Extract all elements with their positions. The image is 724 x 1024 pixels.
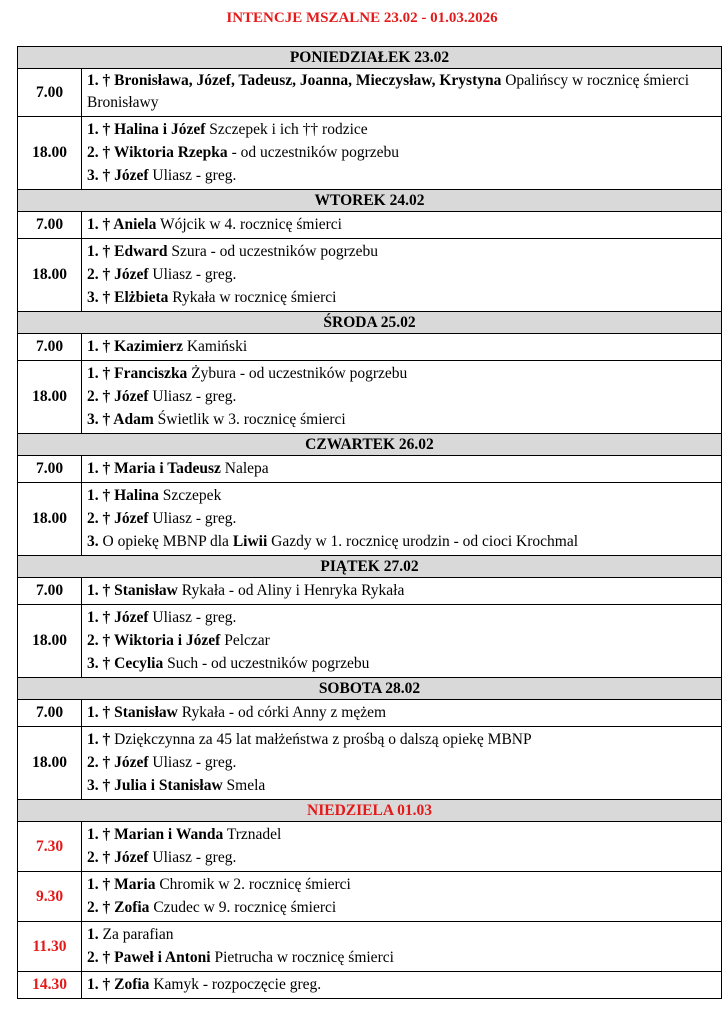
day-label: SOBOTA 28.02 bbox=[18, 678, 722, 700]
intention-name: Józef bbox=[114, 609, 149, 626]
intention-item bbox=[87, 507, 721, 530]
day-label: ŚRODA 25.02 bbox=[18, 312, 722, 334]
intention-name: Kazimierz bbox=[114, 338, 183, 355]
intention-text: Świetlik w 3. rocznicę śmierci bbox=[153, 411, 346, 428]
mass-row bbox=[18, 605, 722, 678]
mass-schedule-table bbox=[17, 46, 722, 999]
intention-text: Wójcik w 4. rocznicę śmierci bbox=[156, 216, 342, 233]
intention-name: Zofia bbox=[114, 976, 150, 993]
intention-item bbox=[87, 141, 721, 164]
intention-text: Uliasz - greg. bbox=[148, 849, 237, 866]
intention-item bbox=[87, 629, 721, 652]
intention-item bbox=[87, 973, 721, 996]
intention-text: Dziękczynna za 45 lat małżeństwa z prośbą o dalszą opiekę MBNP bbox=[114, 731, 532, 748]
day-label: PONIEDZIAŁEK 23.02 bbox=[18, 47, 722, 69]
intention-number: 2. † bbox=[87, 754, 115, 771]
intention-name: Zofia bbox=[114, 899, 150, 916]
intention-text: Nalepa bbox=[220, 460, 269, 477]
intention-name: Marian i Wanda bbox=[114, 826, 224, 843]
mass-time: 18.00 bbox=[18, 483, 82, 556]
intention-name: Franciszka bbox=[114, 365, 188, 382]
mass-row bbox=[18, 69, 722, 117]
mass-intentions bbox=[82, 700, 722, 727]
mass-intentions bbox=[82, 456, 722, 483]
mass-intentions bbox=[82, 69, 722, 117]
intention-text: Gazdy w 1. rocznicę urodzin - od cioci Krochmal bbox=[267, 533, 579, 550]
mass-time: 18.00 bbox=[18, 605, 82, 678]
intention-text: Trznadel bbox=[223, 826, 282, 843]
intention-item bbox=[87, 335, 721, 358]
intention-name: Maria bbox=[114, 876, 156, 893]
intention-item bbox=[87, 896, 721, 919]
intention-name: Józef bbox=[114, 167, 149, 184]
page-title: INTENCJE MSZALNE 23.02 - 01.03.2026 bbox=[226, 10, 498, 26]
intention-name: Liwii bbox=[232, 533, 268, 550]
intention-number: 3. † bbox=[87, 777, 115, 794]
intention-item bbox=[87, 923, 721, 946]
intention-text: Pelczar bbox=[220, 632, 270, 649]
intention-item bbox=[87, 164, 721, 187]
intention-text: Pietrucha w rocznicę śmierci bbox=[210, 949, 394, 966]
intention-name: Józef bbox=[114, 849, 149, 866]
intention-prefix: O opiekę MBNP dla bbox=[98, 533, 233, 550]
day-header-row bbox=[18, 556, 722, 578]
intention-text: Szczepek bbox=[158, 487, 222, 504]
intention-number: 1. † bbox=[87, 731, 115, 748]
mass-row bbox=[18, 239, 722, 312]
intention-text: Smela bbox=[222, 777, 266, 794]
intention-number: 1. † bbox=[87, 338, 115, 355]
intention-text: Uliasz - greg. bbox=[148, 609, 237, 626]
intention-name: Józef bbox=[114, 266, 149, 283]
intention-text: Uliasz - greg. bbox=[148, 167, 237, 184]
mass-time: 7.30 bbox=[18, 822, 82, 872]
intention-item bbox=[87, 362, 721, 385]
mass-row bbox=[18, 212, 722, 239]
intention-name: Józef bbox=[114, 388, 149, 405]
intention-text: Rykała - od Aliny i Henryka Rykała bbox=[177, 582, 405, 599]
intention-item bbox=[87, 728, 721, 751]
mass-row bbox=[18, 727, 722, 800]
mass-time: 14.30 bbox=[18, 972, 82, 999]
intention-number: 1. bbox=[87, 926, 99, 943]
mass-row bbox=[18, 872, 722, 922]
mass-intentions bbox=[82, 117, 722, 190]
mass-time: 18.00 bbox=[18, 117, 82, 190]
intention-number: 1. † bbox=[87, 216, 114, 233]
intention-name: Halina bbox=[114, 487, 159, 504]
day-header-row bbox=[18, 312, 722, 334]
intention-name: Stanisław bbox=[114, 704, 178, 721]
mass-row bbox=[18, 578, 722, 605]
day-header-row bbox=[18, 800, 722, 822]
intention-number: 1. † bbox=[87, 121, 115, 138]
day-header-row bbox=[18, 434, 722, 456]
mass-row bbox=[18, 972, 722, 999]
intention-name: Wiktoria i Józef bbox=[113, 632, 221, 649]
intention-item bbox=[87, 946, 721, 969]
intention-text: Kamiński bbox=[182, 338, 248, 355]
intention-name: Halina i Józef bbox=[114, 121, 206, 138]
mass-intentions bbox=[82, 578, 722, 605]
intention-number: 2. † bbox=[87, 632, 114, 649]
intention-number: 2. † bbox=[87, 144, 114, 161]
mass-row bbox=[18, 700, 722, 727]
mass-row bbox=[18, 361, 722, 434]
intention-name: Stanisław bbox=[114, 582, 178, 599]
intention-name: Bronisława, Józef, Tadeusz, Joanna, Mieczysław, Krystyna bbox=[114, 72, 502, 89]
mass-row bbox=[18, 822, 722, 872]
intention-number: 2. † bbox=[87, 510, 115, 527]
mass-intentions bbox=[82, 872, 722, 922]
mass-intentions bbox=[82, 922, 722, 972]
intention-text: Chromik w 2. rocznicę śmierci bbox=[155, 876, 351, 893]
intention-text: Kamyk - rozpoczęcie greg. bbox=[149, 976, 322, 993]
mass-row bbox=[18, 117, 722, 190]
mass-time: 18.00 bbox=[18, 239, 82, 312]
mass-intentions bbox=[82, 822, 722, 872]
intention-number: 2. † bbox=[87, 899, 115, 916]
mass-time: 7.00 bbox=[18, 334, 82, 361]
mass-row bbox=[18, 334, 722, 361]
intention-text: Uliasz - greg. bbox=[148, 754, 237, 771]
intention-text: Szura - od uczestników pogrzebu bbox=[167, 243, 379, 260]
intention-number: 1. † bbox=[87, 487, 115, 504]
intention-number: 2. † bbox=[87, 266, 115, 283]
mass-time: 9.30 bbox=[18, 872, 82, 922]
mass-time: 7.00 bbox=[18, 578, 82, 605]
mass-intentions bbox=[82, 605, 722, 678]
mass-time: 7.00 bbox=[18, 456, 82, 483]
intention-name: Edward bbox=[114, 243, 168, 260]
intention-item bbox=[87, 240, 721, 263]
intention-text: Rykała - od córki Anny z mężem bbox=[177, 704, 387, 721]
mass-time: 7.00 bbox=[18, 700, 82, 727]
intention-number: 1. † bbox=[87, 582, 115, 599]
intention-number: 3. † bbox=[87, 655, 115, 672]
intention-number: 1. † bbox=[87, 460, 115, 477]
mass-intentions bbox=[82, 239, 722, 312]
day-label: NIEDZIELA 01.03 bbox=[18, 800, 722, 822]
intention-name: Józef bbox=[114, 510, 149, 527]
day-label: PIĄTEK 27.02 bbox=[18, 556, 722, 578]
intention-item bbox=[87, 286, 721, 309]
intention-number: 3. † bbox=[87, 411, 114, 428]
mass-intentions bbox=[82, 483, 722, 556]
day-label: CZWARTEK 26.02 bbox=[18, 434, 722, 456]
intention-item bbox=[87, 873, 721, 896]
intention-item bbox=[87, 701, 721, 724]
intention-name: Cecylia bbox=[114, 655, 164, 672]
intention-item bbox=[87, 530, 721, 553]
intention-text: Uliasz - greg. bbox=[148, 510, 237, 527]
mass-row bbox=[18, 922, 722, 972]
intention-item bbox=[87, 213, 721, 236]
intention-item bbox=[87, 70, 721, 114]
mass-time: 18.00 bbox=[18, 727, 82, 800]
mass-time: 7.00 bbox=[18, 212, 82, 239]
intention-number: 1. † bbox=[87, 365, 115, 382]
intention-text: Rykała w rocznicę śmierci bbox=[168, 289, 337, 306]
mass-row bbox=[18, 483, 722, 556]
intention-number: 1. † bbox=[87, 826, 115, 843]
intention-item bbox=[87, 823, 721, 846]
intention-number: 1. † bbox=[87, 609, 115, 626]
mass-intentions bbox=[82, 972, 722, 999]
day-header-row bbox=[18, 47, 722, 69]
intention-number: 1. † bbox=[87, 243, 115, 260]
intention-item bbox=[87, 652, 721, 675]
mass-time: 11.30 bbox=[18, 922, 82, 972]
intention-name: Wiktoria Rzepka bbox=[113, 144, 228, 161]
intention-text: Opalińscy w rocznicę śmierci Bronisławy bbox=[87, 72, 690, 111]
intention-name: Paweł i Antoni bbox=[114, 949, 211, 966]
intention-text: Żybura - od uczestników pogrzebu bbox=[187, 365, 408, 382]
mass-time: 18.00 bbox=[18, 361, 82, 434]
intention-number: 1. † bbox=[87, 72, 115, 89]
intention-name: Józef bbox=[114, 754, 149, 771]
intention-text: - od uczestników pogrzebu bbox=[227, 144, 399, 161]
mass-intentions bbox=[82, 361, 722, 434]
intention-number: 3. † bbox=[87, 167, 115, 184]
intention-name: Julia i Stanisław bbox=[114, 777, 223, 794]
intention-name: Aniela bbox=[113, 216, 157, 233]
intention-text: Za parafian bbox=[98, 926, 174, 943]
intention-item bbox=[87, 606, 721, 629]
intention-item bbox=[87, 408, 721, 431]
intention-item bbox=[87, 751, 721, 774]
intention-number: 3. † bbox=[87, 289, 115, 306]
day-header-row bbox=[18, 190, 722, 212]
intention-item bbox=[87, 118, 721, 141]
intention-number: 2. † bbox=[87, 949, 115, 966]
intention-text: Szczepek i ich †† rodzice bbox=[205, 121, 368, 138]
mass-intentions bbox=[82, 212, 722, 239]
mass-row bbox=[18, 456, 722, 483]
intention-name: Elżbieta bbox=[114, 289, 169, 306]
intention-text: Such - od uczestników pogrzebu bbox=[163, 655, 370, 672]
intention-text: Uliasz - greg. bbox=[148, 388, 237, 405]
day-header-row bbox=[18, 678, 722, 700]
day-label: WTOREK 24.02 bbox=[18, 190, 722, 212]
intention-item bbox=[87, 579, 721, 602]
intention-number: 1. † bbox=[87, 976, 115, 993]
intention-item bbox=[87, 385, 721, 408]
mass-time: 7.00 bbox=[18, 69, 82, 117]
intention-number: 3. bbox=[87, 533, 99, 550]
intention-text: Czudec w 9. rocznicę śmierci bbox=[149, 899, 337, 916]
mass-intentions bbox=[82, 727, 722, 800]
intention-item bbox=[87, 846, 721, 869]
intention-item bbox=[87, 263, 721, 286]
mass-intentions bbox=[82, 334, 722, 361]
intention-item bbox=[87, 457, 721, 480]
intention-item bbox=[87, 774, 721, 797]
intention-text: Uliasz - greg. bbox=[148, 266, 237, 283]
intention-item bbox=[87, 484, 721, 507]
intention-number: 1. † bbox=[87, 876, 115, 893]
intention-number: 2. † bbox=[87, 849, 115, 866]
intention-number: 2. † bbox=[87, 388, 115, 405]
intention-name: Adam bbox=[113, 411, 154, 428]
intention-name: Maria i Tadeusz bbox=[114, 460, 221, 477]
intention-number: 1. † bbox=[87, 704, 115, 721]
